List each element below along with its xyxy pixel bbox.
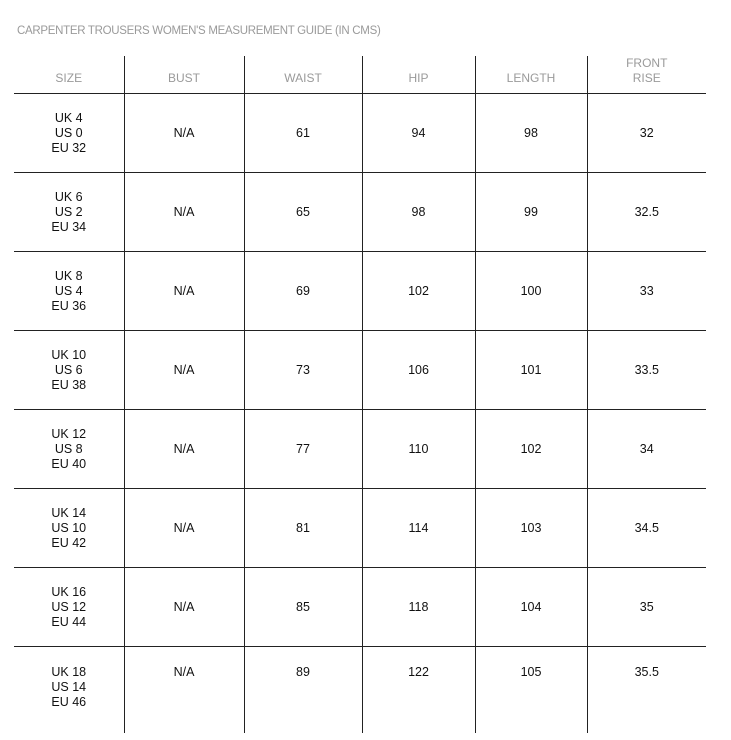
length-cell: 100 [475,252,587,331]
hip-cell: 114 [362,489,475,568]
length-cell: 105 [475,647,587,734]
bust-cell: N/A [124,647,244,734]
waist-cell: 73 [244,331,362,410]
hip-cell: 102 [362,252,475,331]
size-eu: EU 34 [51,219,87,234]
bust-cell: N/A [124,94,244,173]
size-us: US 4 [54,283,83,298]
header-size: SIZE [14,56,124,94]
size-us: US 2 [54,204,83,219]
size-uk: UK 4 [54,110,83,125]
size-cell [14,331,124,410]
table-header-row [14,56,706,94]
waist-cell: 81 [244,489,362,568]
size-cell [14,489,124,568]
hip-cell: 106 [362,331,475,410]
front-rise-cell: 35 [587,568,706,647]
size-eu: EU 32 [51,140,87,155]
front-rise-cell: 33.5 [587,331,706,410]
length-cell: 98 [475,94,587,173]
waist-cell: 69 [244,252,362,331]
table-row [14,647,706,734]
size-uk: UK 8 [54,268,83,283]
size-cell [14,252,124,331]
size-cell [14,94,124,173]
front-rise-cell: 32 [587,94,706,173]
size-cell [14,568,124,647]
bust-cell: N/A [124,568,244,647]
size-us: US 8 [54,441,83,456]
table-row [14,568,706,647]
bust-cell: N/A [124,252,244,331]
size-uk: UK 12 [51,426,87,441]
table-row [14,410,706,489]
front-rise-cell: 32.5 [587,173,706,252]
size-eu: EU 36 [51,298,87,313]
size-eu: EU 44 [51,614,87,629]
length-cell: 103 [475,489,587,568]
bust-cell: N/A [124,489,244,568]
front-rise-cell: 33 [587,252,706,331]
waist-cell: 77 [244,410,362,489]
waist-cell: 85 [244,568,362,647]
waist-cell: 65 [244,173,362,252]
table-row [14,173,706,252]
front-rise-cell: 34 [587,410,706,489]
size-uk: UK 14 [51,505,87,520]
size-cell [14,647,124,734]
front-rise-cell: 35.5 [587,647,706,734]
size-cell [14,173,124,252]
size-eu: EU 38 [51,377,87,392]
waist-cell: 89 [244,647,362,734]
table-row [14,252,706,331]
length-cell: 102 [475,410,587,489]
hip-cell: 110 [362,410,475,489]
size-us: US 12 [51,599,87,614]
size-us: US 0 [54,125,83,140]
size-eu: EU 42 [51,535,87,550]
table-row [14,489,706,568]
header-bust: BUST [124,56,244,94]
table-row [14,331,706,410]
size-us: US 14 [51,680,87,694]
length-cell: 99 [475,173,587,252]
size-uk: UK 16 [51,584,87,599]
hip-cell: 122 [362,647,475,734]
length-cell: 104 [475,568,587,647]
header-waist: WAIST [244,56,362,94]
front-rise-cell: 34.5 [587,489,706,568]
header-length: LENGTH [475,56,587,94]
hip-cell: 98 [362,173,475,252]
size-uk: UK 10 [51,347,87,362]
size-eu: EU 46 [51,695,87,709]
bust-cell: N/A [124,331,244,410]
bust-cell: N/A [124,173,244,252]
hip-cell: 118 [362,568,475,647]
page-title: CARPENTER TROUSERS WOMEN'S MEASUREMENT GUIDE (IN CMS) [17,25,381,37]
size-us: US 10 [51,520,87,535]
waist-cell: 61 [244,94,362,173]
length-cell: 101 [475,331,587,410]
size-cell [14,410,124,489]
header-hip: HIP [362,56,475,94]
bust-cell: N/A [124,410,244,489]
header-front-rise-line-1: FRONT [626,56,668,70]
size-uk: UK 18 [51,665,87,679]
measurement-table [14,56,706,733]
size-us: US 6 [54,362,83,377]
size-uk: UK 6 [54,189,83,204]
table-row [14,94,706,173]
size-eu: EU 40 [51,456,87,471]
header-front-rise-line-2: RISE [632,71,661,85]
hip-cell: 94 [362,94,475,173]
header-front-rise [587,56,706,94]
